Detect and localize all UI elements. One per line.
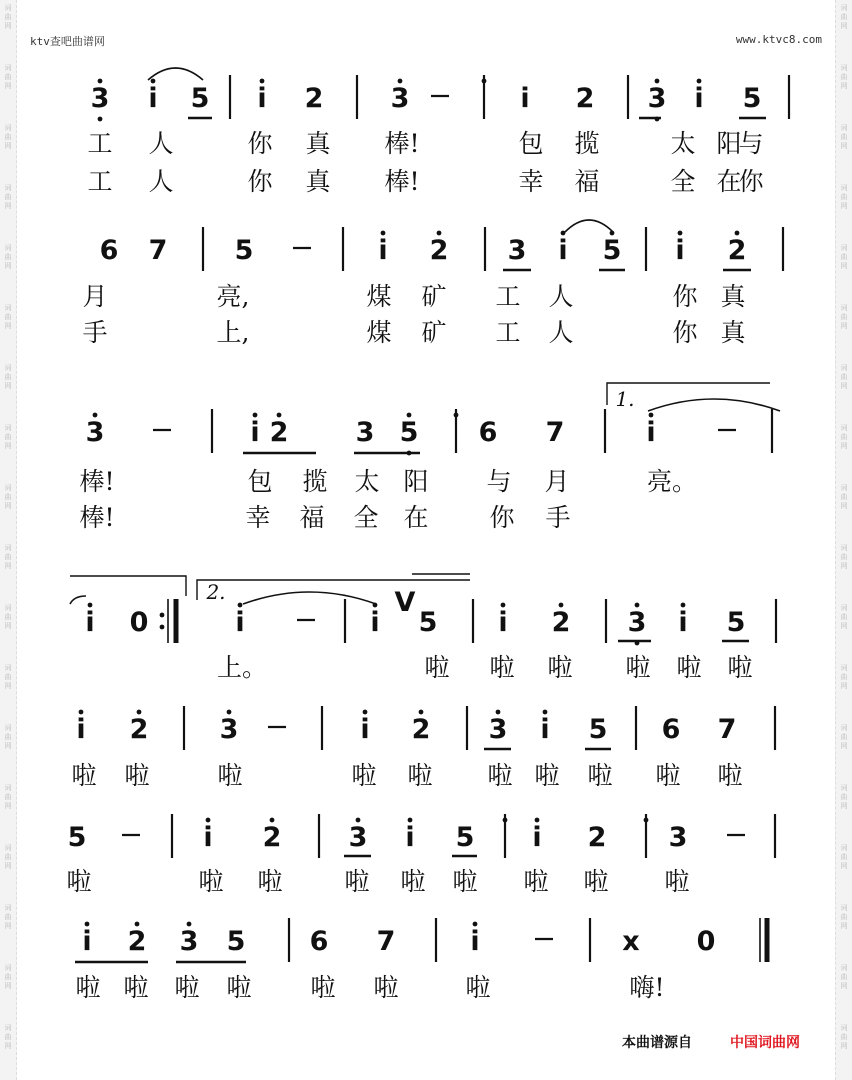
note-2: 2 [429,235,449,266]
watermark-text: 词 曲 网 [4,724,12,750]
octave-dot-high [85,922,90,927]
watermark-text: 词 曲 网 [4,184,12,210]
note-2: 2 [127,926,147,957]
octave-dot-high [363,710,368,715]
watermark-text: 词 曲 网 [4,424,12,450]
watermark-text: 词 曲 网 [840,124,848,150]
octave-dot-high [735,231,740,236]
lyric-char: 啦 [198,867,224,896]
lyric-char: 揽 [574,129,600,158]
lyric-char: 幸 [518,167,544,196]
octave-dot-high [151,79,156,84]
header-site-url[interactable]: www.ktvc8.com [735,33,822,46]
octave-dot-high [454,413,459,418]
watermark-text: 词 曲 网 [4,4,12,30]
octave-dot-high [93,413,98,418]
note-5: 5 [399,417,419,448]
lyric-char: 你 [489,503,515,532]
octave-dot-high [437,231,442,236]
note-2: 2 [587,822,607,853]
note-5: 5 [67,822,87,853]
breath-mark: V [394,587,416,618]
lyric-char: 啦 [676,653,702,682]
octave-dot-high [277,413,282,418]
watermark-text: 词 曲 网 [840,784,848,810]
repeat-dot [160,625,165,630]
note-7: 7 [717,714,737,745]
watermark-text: 词 曲 网 [840,904,848,930]
note-i: i [378,235,388,266]
lyric-char: 啦 [534,761,560,790]
octave-dot-high [678,231,683,236]
note-i: i [405,822,415,853]
lyric-char: 全 [353,503,379,532]
note-i: i [540,714,550,745]
slur [565,220,613,232]
note-x: x [622,926,640,957]
watermark-text: 词 曲 网 [840,724,848,750]
watermark-text: 词 曲 网 [4,544,12,570]
octave-dot-high [135,922,140,927]
octave-dot-high [79,710,84,715]
watermark-text: 词 曲 网 [840,304,848,330]
lyric-char: 棒! [384,129,420,158]
lyric-char: 嗨! [629,973,665,1002]
note-i: i [646,417,656,448]
watermark-text: 词 曲 网 [4,904,12,930]
lyric-char: 工 [495,282,521,311]
lyric-char: 人 [548,318,574,347]
lyric-char: 人 [148,167,174,196]
lyric-char: 啦 [727,653,753,682]
slur [648,399,780,411]
lyric-char: 啦 [75,973,101,1002]
lyric-char: 啦 [226,973,252,1002]
lyric-char: 啦 [664,867,690,896]
octave-dot-high [206,818,211,823]
note-i: i [148,83,158,114]
header-site-name[interactable]: ktv查吧曲谱网 [30,35,105,48]
note-3: 3 [355,417,375,448]
octave-dot-high [227,710,232,715]
lyric-char: 啦 [344,867,370,896]
octave-dot-high [501,603,506,608]
lyric-char: 手 [545,503,571,532]
watermark-text: 词 曲 网 [4,1024,12,1050]
octave-dot-high [681,603,686,608]
note-7: 7 [545,417,565,448]
note-3: 3 [219,714,239,745]
lyric-char: 月 [544,467,570,496]
lyric-char: 幸 [245,503,271,532]
octave-dot-high [697,79,702,84]
note-i: i [250,417,260,448]
lyric-char: 你 [738,167,764,196]
lyric-char: 工 [495,318,521,347]
watermark-text: 词 曲 网 [840,184,848,210]
lyric-char: 煤 [366,318,392,347]
note-i: i [370,607,380,638]
note-i: i [76,714,86,745]
octave-dot-high [482,79,487,84]
lyric-char: 啦 [487,761,513,790]
lyric-char: 啦 [523,867,549,896]
note-3: 3 [488,714,508,745]
lyric-char: 上。 [216,653,268,682]
lyric-char: 全 [670,167,696,196]
note-3: 3 [390,83,410,114]
lyric-char: 啦 [717,761,743,790]
octave-dot-high [644,818,649,823]
watermark-text: 词 曲 网 [840,964,848,990]
lyric-char: 啦 [655,761,681,790]
watermark-text: 词 曲 网 [4,964,12,990]
octave-dot-high [260,79,265,84]
note-i: i [520,83,530,114]
watermark-text: 词 曲 网 [4,244,12,270]
lyric-char: 亮。 [646,467,698,496]
note-i: i [532,822,542,853]
lyric-char: 与 [738,129,764,158]
lyric-char: 真 [720,282,746,311]
lyric-char: 工 [87,167,113,196]
note-3: 3 [348,822,368,853]
watermark-text: 词 曲 网 [840,64,848,90]
lyric-char: 手 [82,318,108,347]
lyric-char: 人 [548,282,574,311]
note-i: i [678,607,688,638]
lyric-char: 啦 [124,761,150,790]
lyric-char: 福 [574,167,600,196]
octave-dot-high [238,603,243,608]
note-2: 2 [551,607,571,638]
note-3: 3 [507,235,527,266]
lyric-char: 太 [670,129,696,158]
lyric-char: 啦 [400,867,426,896]
note-i: i [203,822,213,853]
lyric-char: 月 [82,282,108,311]
lyric-char: 啦 [587,761,613,790]
note-6: 6 [99,235,119,266]
note-5: 5 [726,607,746,638]
lyric-char: 啦 [407,761,433,790]
lyric-char: 人 [148,129,174,158]
lyric-char: 工 [87,129,113,158]
octave-dot-high [88,603,93,608]
lyric-char: 矿 [421,282,447,311]
note-i: i [82,926,92,957]
watermark-text: 词 曲 网 [4,64,12,90]
octave-dot-high [655,79,660,84]
octave-dot-high [408,818,413,823]
watermark-text: 词 曲 网 [4,664,12,690]
watermark-text: 词 曲 网 [840,424,848,450]
lyric-char: 啦 [66,867,92,896]
note-i: i [257,83,267,114]
lyric-char: 你 [672,318,698,347]
note-3: 3 [90,83,110,114]
lyric-char: 啦 [310,973,336,1002]
lyric-char: 煤 [366,282,392,311]
watermark-text: 词 曲 网 [840,244,848,270]
lyric-char: 真 [305,167,331,196]
watermark-text: 词 曲 网 [4,784,12,810]
lyric-char: 在 [403,503,429,532]
note-0: 0 [696,926,716,957]
octave-dot-high [137,710,142,715]
watermark-text: 词 曲 网 [840,544,848,570]
note-i: i [558,235,568,266]
note-i: i [85,607,95,638]
note-3: 3 [668,822,688,853]
note-5: 5 [226,926,246,957]
lyric-char: 啦 [373,973,399,1002]
lyric-char: 阳 [716,129,742,158]
note-5: 5 [418,607,438,638]
octave-dot-high [473,922,478,927]
octave-dot-high [98,79,103,84]
lyric-char: 矿 [421,318,447,347]
lyric-char: 啦 [547,653,573,682]
note-5: 5 [190,83,210,114]
lyric-char: 包 [518,129,544,158]
octave-dot-high [635,603,640,608]
watermark-text: 词 曲 网 [4,484,12,510]
note-5: 5 [602,235,622,266]
note-i: i [360,714,370,745]
lyric-char: 你 [247,167,273,196]
lyric-char: 福 [299,503,325,532]
note-5: 5 [588,714,608,745]
repeat-dot [160,613,165,618]
lyric-char: 你 [247,129,273,158]
note-2: 2 [411,714,431,745]
note-2: 2 [262,822,282,853]
note-i: i [694,83,704,114]
lyric-char: 上, [216,318,250,347]
lyric-char: 啦 [625,653,651,682]
tie-continuation [70,596,86,604]
lyric-char: 啦 [424,653,450,682]
note-5: 5 [742,83,762,114]
lyric-char: 棒! [384,167,420,196]
lyric-char: 太 [354,467,380,496]
watermark-text: 词 曲 网 [840,844,848,870]
lyric-char: 揽 [302,467,328,496]
note-3: 3 [85,417,105,448]
lyric-char: 啦 [452,867,478,896]
watermark-text: 词 曲 网 [840,664,848,690]
note-7: 7 [376,926,396,957]
watermark-text: 词 曲 网 [840,1024,848,1050]
lyric-char: 与 [486,467,512,496]
watermark-text: 词 曲 网 [840,484,848,510]
lyric-char: 啦 [351,761,377,790]
lyric-char: 啦 [217,761,243,790]
lyric-char: 棒! [79,467,115,496]
octave-dot-high [535,818,540,823]
lyric-char: 真 [720,318,746,347]
slur [148,68,203,80]
octave-dot-high [381,231,386,236]
note-2: 2 [575,83,595,114]
octave-dot-high [187,922,192,927]
note-2: 2 [129,714,149,745]
note-6: 6 [478,417,498,448]
note-3: 3 [627,607,647,638]
octave-dot-high [543,710,548,715]
watermark-text: 词 曲 网 [4,364,12,390]
note-i: i [235,607,245,638]
note-0: 0 [129,607,149,638]
note-5: 5 [234,235,254,266]
note-3: 3 [647,83,667,114]
octave-dot-high [559,603,564,608]
note-5: 5 [455,822,475,853]
octave-dot-high [398,79,403,84]
volta-2-bracket [197,580,470,600]
octave-dot-high [496,710,501,715]
note-2: 2 [304,83,324,114]
note-2: 2 [269,417,289,448]
watermark-text: 词 曲 网 [840,604,848,630]
lyric-char: 你 [672,282,698,311]
volta-2-label: 2. [206,580,226,604]
lyric-char: 啦 [174,973,200,1002]
note-3: 3 [179,926,199,957]
octave-dot-high [270,818,275,823]
octave-dot-high [649,413,654,418]
note-7: 7 [148,235,168,266]
watermark-text: 词 曲 网 [4,844,12,870]
note-6: 6 [309,926,329,957]
watermark-text: 词 曲 网 [840,364,848,390]
volta-1-bracket-end [70,576,186,596]
lyric-char: 啦 [489,653,515,682]
volta-1-label: 1. [615,387,635,411]
watermark-text: 词 曲 网 [4,124,12,150]
lyric-char: 啦 [583,867,609,896]
footer-site-name[interactable]: 中国词曲网 [730,1035,800,1051]
slur [243,592,376,604]
watermark-text: 词 曲 网 [4,304,12,330]
watermark-text: 词 曲 网 [4,604,12,630]
lyric-char: 包 [247,467,273,496]
watermark-text: 词 曲 网 [840,4,848,30]
octave-dot-low [98,117,103,122]
octave-dot-high [407,413,412,418]
octave-dot-high [503,818,508,823]
note-i: i [470,926,480,957]
lyric-char: 啦 [71,761,97,790]
octave-dot-high [356,818,361,823]
lyric-char: 棒! [79,503,115,532]
footer-source-label: 本曲谱源自 [622,1035,692,1051]
lyric-char: 在 [716,167,742,196]
note-2: 2 [727,235,747,266]
lyric-char: 真 [305,129,331,158]
note-i: i [498,607,508,638]
octave-dot-high [253,413,258,418]
note-6: 6 [661,714,681,745]
lyric-char: 啦 [123,973,149,1002]
lyric-char: 亮, [216,282,250,311]
lyric-char: 啦 [257,867,283,896]
octave-dot-high [419,710,424,715]
lyric-char: 啦 [465,973,491,1002]
note-i: i [675,235,685,266]
lyric-char: 阳 [403,467,429,496]
